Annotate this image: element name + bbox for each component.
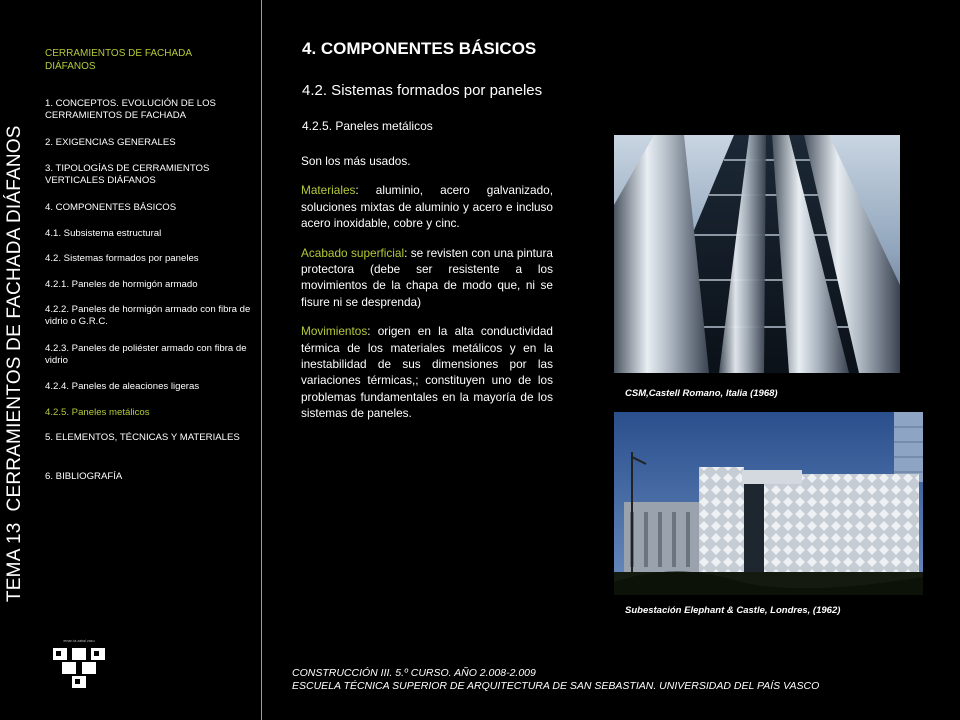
- nav-item-sistemas-paneles[interactable]: 4.2. Sistemas formados por paneles: [45, 253, 199, 264]
- nav-item-poliester[interactable]: 4.2.3. Paneles de poliéster armado con fibra de vidrio: [45, 343, 247, 366]
- upv-ehu-logo-icon: [50, 638, 108, 690]
- caption-photo2: Subestación Elephant & Castle, Londres, (1962): [625, 605, 841, 616]
- footer: [292, 667, 819, 693]
- acabado-text: : se revisten con una pintura protectora (debe ser resistente a los movimientos de la chapa de modo que, ni se fisure ni se desprenda): [301, 245, 553, 309]
- nav-item-subsistema[interactable]: 4.1. Subsistema estructural: [45, 228, 162, 239]
- footer-course: CONSTRUCCIÓN III. 5.º CURSO. AÑO 2.008-2.009: [292, 667, 536, 679]
- intro-paragraph: Son los más usados.: [301, 154, 411, 168]
- nav-item-elementos[interactable]: 5. ELEMENTOS, TÉCNICAS Y MATERIALES: [45, 432, 240, 443]
- tema-label: TEMA 13: [4, 522, 25, 602]
- materiales-text: : aluminio, acero galvanizado, soluciones mixtas de aluminio y acero e incluso acero inoxidable, cobre y cinc.: [301, 183, 553, 231]
- movimientos-text: : origen en la alta conductividad térmica de los materiales metálicos y en la inestabilidad de sus dimensiones por las variaciones térmicas,; constituyen uno de los problemas fundamentales en la mayoría de los sistemas de paneles.: [301, 324, 553, 421]
- footer-school: ESCUELA TÉCNICA SUPERIOR DE ARQUITECTURA DE SAN SEBASTIAN. UNIVERSIDAD DEL PAÍS VASCO: [292, 680, 820, 692]
- svg-text:eman ta zabal zazu: eman ta zabal zazu: [63, 639, 95, 643]
- materiales-paragraph: [301, 182, 553, 231]
- nav-item-hormigon[interactable]: 4.2.1. Paneles de hormigón armado: [45, 279, 198, 290]
- tema-title: CERRAMIENTOS DE FACHADA DIÁFANOS: [4, 125, 25, 512]
- nav-item-tipologias[interactable]: 3. TIPOLOGÍAS DE CERRAMIENTOS VERTICALES DIÁFANOS: [45, 163, 210, 186]
- movimientos-paragraph: [301, 323, 553, 421]
- university-logo: [50, 638, 108, 690]
- vertical-title: [4, 114, 26, 602]
- nav-item-aleaciones[interactable]: 4.2.4. Paneles de aleaciones ligeras: [45, 381, 200, 392]
- photo-elephant-castle: [614, 412, 923, 595]
- page-subtitle: 4.2. Sistemas formados por paneles: [302, 82, 543, 99]
- nav-item-bibliografia[interactable]: 6. BIBLIOGRAFÍA: [45, 471, 123, 482]
- nav-item-conceptos[interactable]: 1. CONCEPTOS. EVOLUCIÓN DE LOS CERRAMIENTOS DE FACHADA: [45, 98, 216, 121]
- nav-heading: CERRAMIENTOS DE FACHADA DIÁFANOS: [45, 48, 192, 72]
- photo-csm-facade: [614, 135, 900, 373]
- acabado-paragraph: [301, 245, 553, 311]
- page-title: 4. COMPONENTES BÁSICOS: [302, 39, 537, 58]
- nav-item-grc[interactable]: 4.2.2. Paneles de hormigón armado con fibra de vidrio o G.R.C.: [45, 304, 251, 327]
- caption-photo1: CSM,Castell Romano, Italia (1968): [625, 388, 778, 399]
- nav-item-metalicos[interactable]: 4.2.5. Paneles metálicos: [45, 407, 150, 418]
- section-title: 4.2.5. Paneles metálicos: [302, 119, 433, 133]
- nav-item-componentes[interactable]: 4. COMPONENTES BÁSICOS: [45, 202, 177, 213]
- body-text: [301, 153, 553, 435]
- movimientos-label: Movimientos: [301, 324, 368, 339]
- materiales-label: Materiales: [301, 183, 356, 198]
- acabado-label: Acabado superficial: [301, 245, 405, 260]
- nav-item-exigencias[interactable]: 2. EXIGENCIAS GENERALES: [45, 137, 176, 148]
